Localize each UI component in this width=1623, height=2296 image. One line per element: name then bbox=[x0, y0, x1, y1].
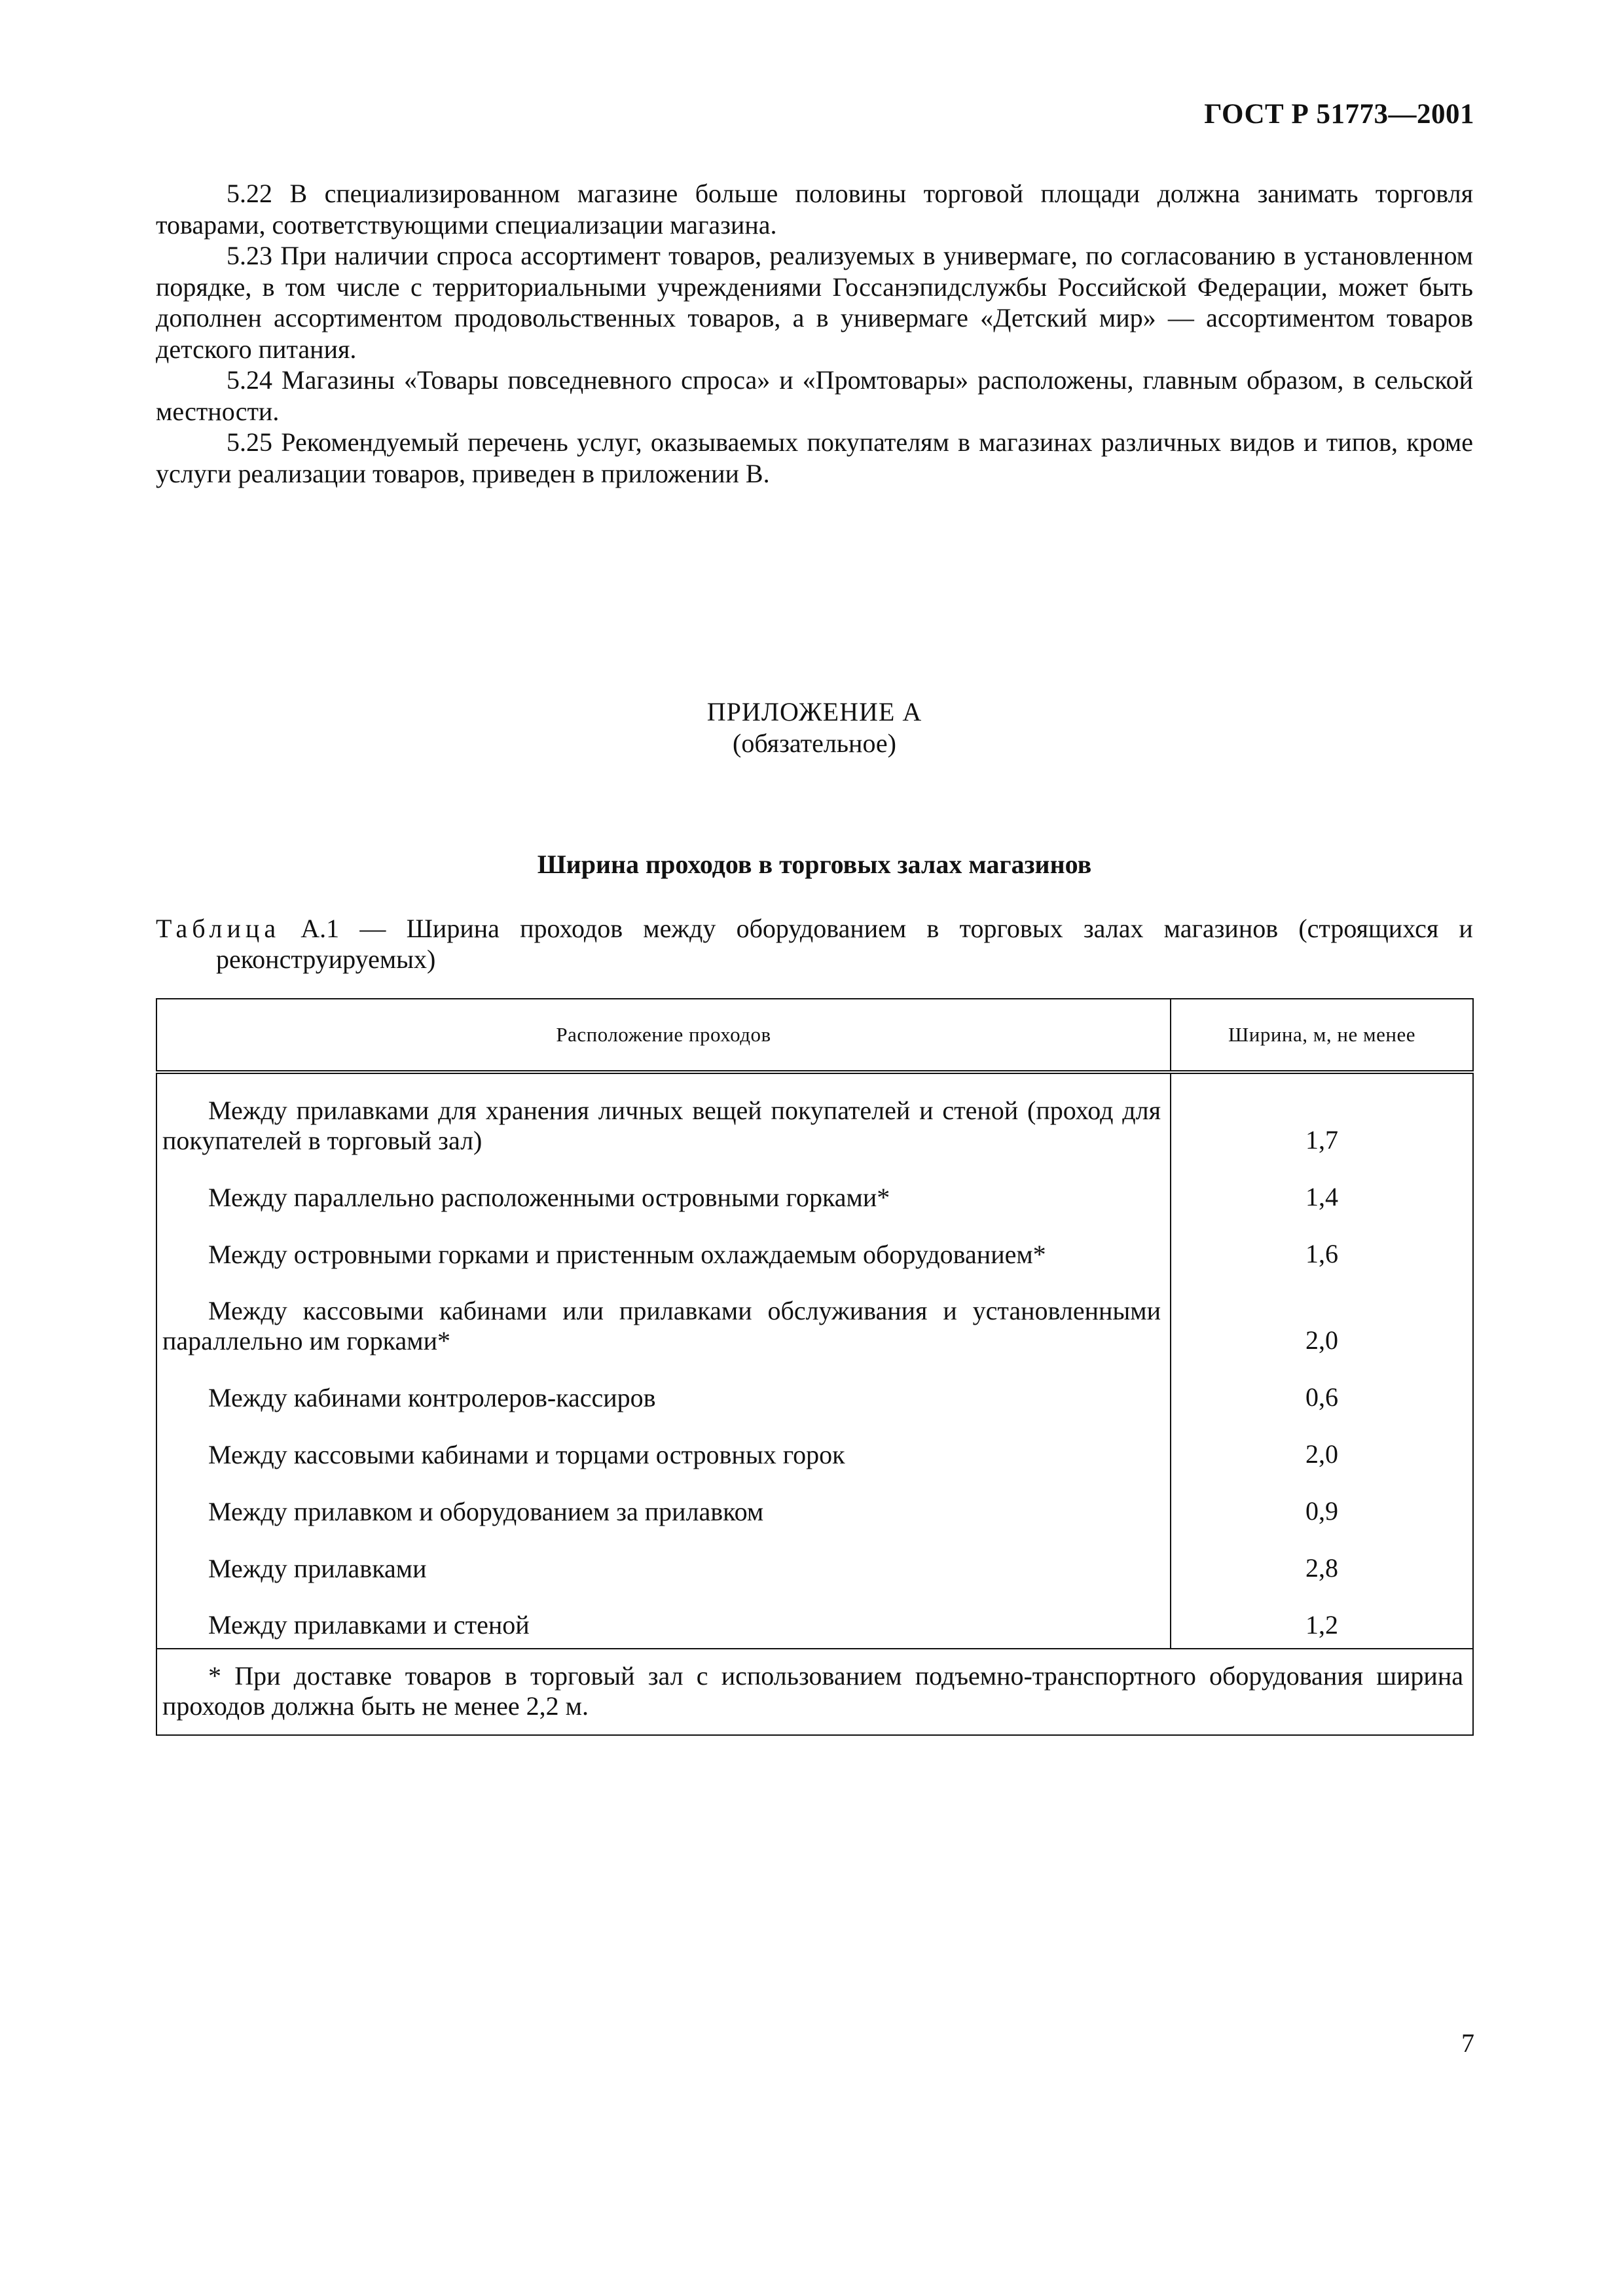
row-location: Между кабинами контролеров-кассиров bbox=[208, 1383, 656, 1412]
table-caption-line bbox=[156, 913, 1473, 944]
caption-word: проходов bbox=[520, 914, 623, 943]
appendix-title-block bbox=[156, 696, 1473, 759]
caption-word: Ширина bbox=[406, 914, 500, 943]
caption-word: между bbox=[643, 914, 716, 943]
caption-word: торговых bbox=[959, 914, 1063, 943]
caption-word: и bbox=[1459, 914, 1473, 943]
body-text bbox=[156, 178, 1473, 489]
row-width: 2,0 bbox=[1171, 1413, 1473, 1470]
page-number: 7 bbox=[1461, 2028, 1474, 2058]
table-row bbox=[156, 1470, 1473, 1527]
row-location: Между прилавками для хранения личных вещей покупателей и стеной (проход для покупателей в торговый зал) bbox=[162, 1096, 1161, 1155]
row-location: Между прилавками и стеной bbox=[208, 1610, 530, 1640]
row-width: 0,6 bbox=[1171, 1356, 1473, 1413]
paragraph-5-22: 5.22 В специализированном магазине больше половины торговой площади должна занимать торговля товарами, соответствующими специализации магазина. bbox=[156, 179, 1473, 240]
row-width: 1,4 bbox=[1171, 1156, 1473, 1213]
column-header-width: Ширина, м, не менее bbox=[1171, 999, 1473, 1072]
paragraph-5-24: 5.24 Магазины «Товары повседневного спроса» и «Промтовары» расположены, главным образом, в сельской местности. bbox=[156, 365, 1473, 426]
table-row bbox=[156, 1584, 1473, 1649]
row-location: Между параллельно расположенными островными горками* bbox=[208, 1183, 890, 1212]
caption-word: (строящихся bbox=[1298, 914, 1439, 943]
row-width: 1,2 bbox=[1171, 1584, 1473, 1649]
caption-word: в bbox=[926, 914, 939, 943]
table-caption-continuation: реконструируемых) bbox=[216, 944, 436, 974]
table-row bbox=[156, 1527, 1473, 1584]
row-location: Между прилавками bbox=[208, 1554, 427, 1583]
row-width: 2,0 bbox=[1171, 1270, 1473, 1356]
caption-word: — bbox=[359, 914, 386, 943]
table-row bbox=[156, 1072, 1473, 1156]
table-row bbox=[156, 1413, 1473, 1470]
table-row bbox=[156, 1156, 1473, 1213]
table-row bbox=[156, 1356, 1473, 1413]
table-footnote: * При доставке товаров в торговый зал с использованием подъемно-транспортного оборудования ширина проходов должна быть не менее 2,2 м. bbox=[162, 1661, 1463, 1721]
row-width: 1,6 bbox=[1171, 1213, 1473, 1270]
section-heading: Ширина проходов в торговых залах магазинов bbox=[537, 850, 1092, 879]
document-code-header: ГОСТ Р 51773—2001 bbox=[1204, 99, 1474, 130]
caption-word: оборудованием bbox=[736, 914, 907, 943]
row-location: Между прилавком и оборудованием за прилавком bbox=[208, 1497, 764, 1526]
appendix-status: (обязательное) bbox=[733, 728, 896, 758]
caption-word: А.1 bbox=[301, 914, 340, 943]
column-header-location: Расположение проходов bbox=[156, 999, 1171, 1072]
paragraph-5-23: 5.23 При наличии спроса ассортимент товаров, реализуемых в универмаге, по согласованию в установленном порядке, в том числе с территориальными учреждениями Госсанэпидслужбы Российской Федерации, может быть дополнен ассортиментом продовольственных товаров, а в универмаге «Детский мир» — ассортиментом товаров детского питания. bbox=[156, 241, 1473, 364]
table-caption-prefix: Таблица bbox=[156, 914, 281, 943]
row-location: Между кассовыми кабинами и торцами островных горок bbox=[208, 1440, 845, 1469]
appendix-title: ПРИЛОЖЕНИЕ А bbox=[706, 697, 922, 726]
row-location: Между островными горками и пристенным охлаждаемым оборудованием* bbox=[208, 1240, 1046, 1269]
table-footnote-row bbox=[156, 1649, 1473, 1735]
row-width: 1,7 bbox=[1171, 1072, 1473, 1156]
table-row bbox=[156, 1213, 1473, 1270]
caption-word: магазинов bbox=[1163, 914, 1279, 943]
aisle-width-table bbox=[156, 998, 1474, 1736]
row-location: Между кассовыми кабинами или прилавками обслуживания и установленными параллельно им горками* bbox=[162, 1296, 1161, 1355]
row-width: 0,9 bbox=[1171, 1470, 1473, 1527]
table-header-row bbox=[156, 999, 1473, 1072]
row-width: 2,8 bbox=[1171, 1527, 1473, 1584]
caption-word: залах bbox=[1083, 914, 1144, 943]
table-row bbox=[156, 1270, 1473, 1356]
paragraph-5-25: 5.25 Рекомендуемый перечень услуг, оказываемых покупателям в магазинах различных видов и типов, кроме услуги реализации товаров, приведен в приложении В. bbox=[156, 427, 1473, 488]
table-caption bbox=[156, 913, 1473, 975]
